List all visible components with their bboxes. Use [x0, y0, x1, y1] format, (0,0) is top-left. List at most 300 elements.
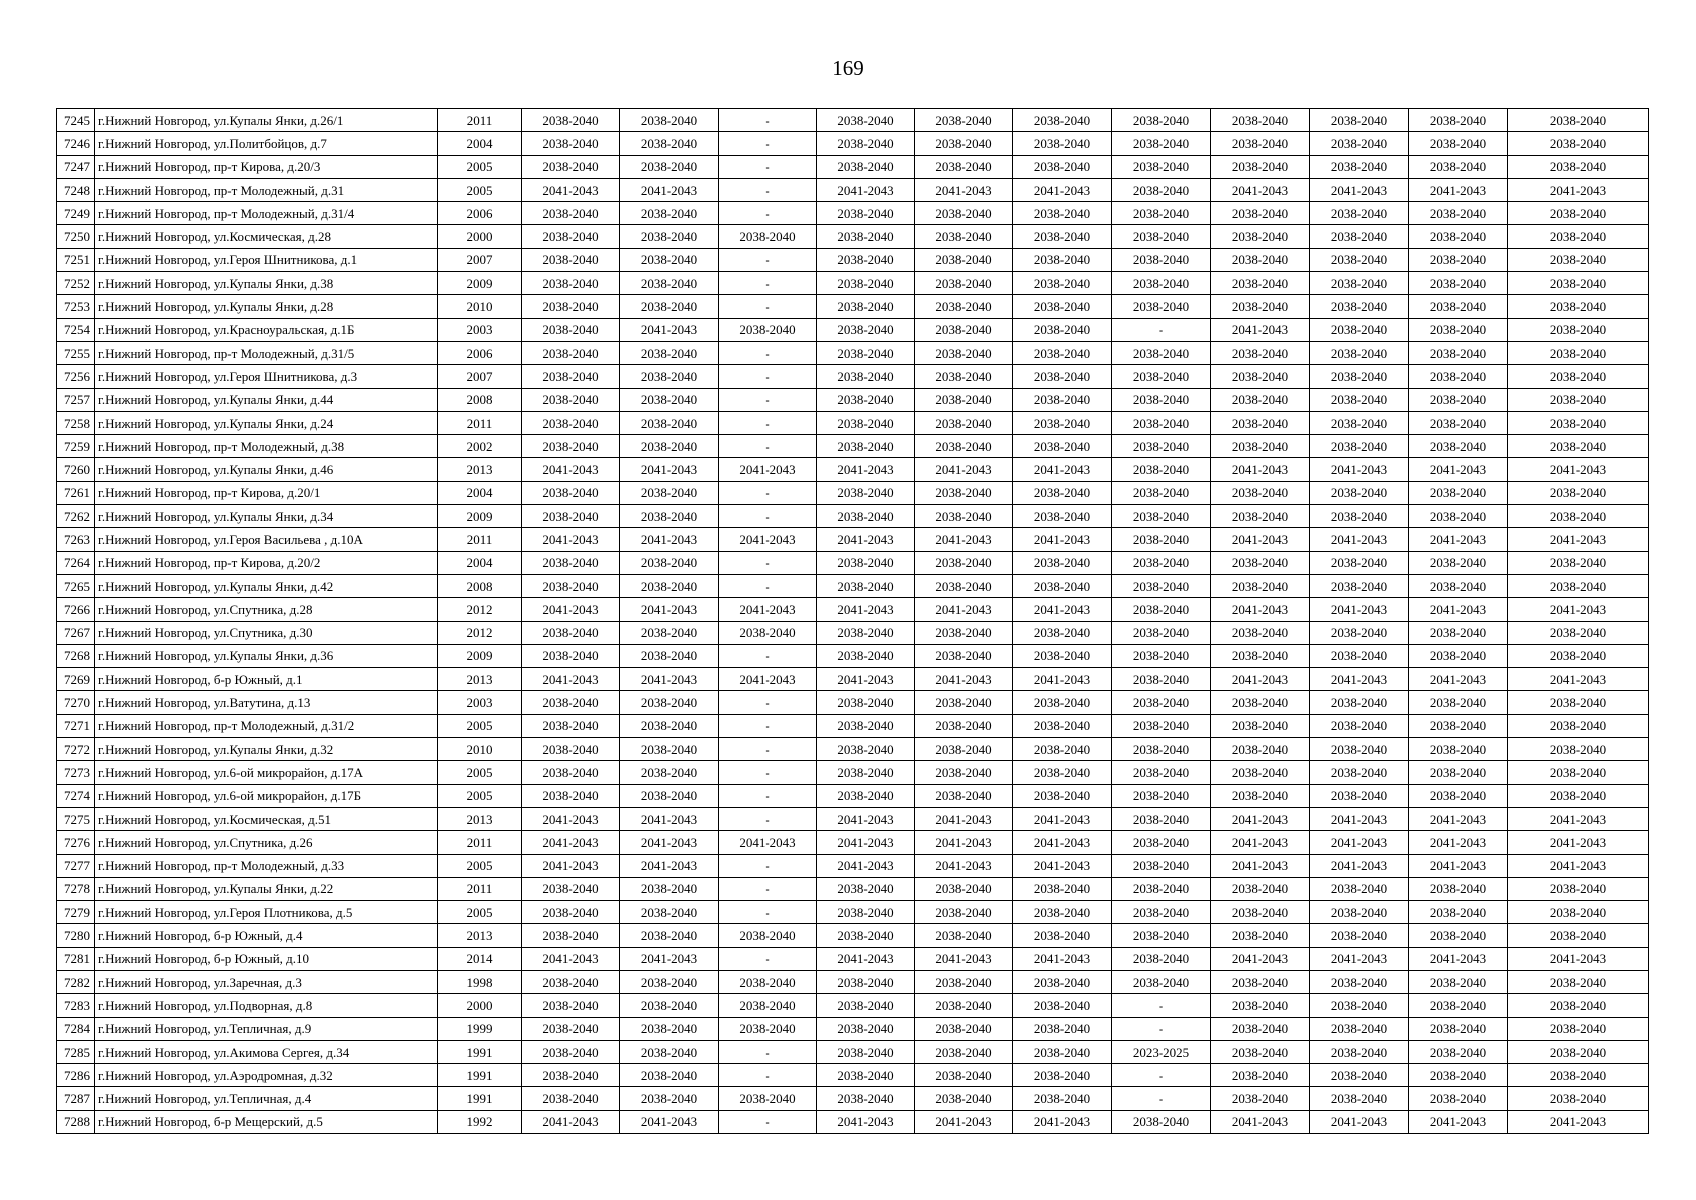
table-row — [57, 784, 1649, 807]
period-cell-6: 2038-2040 — [1013, 1040, 1112, 1063]
row-number-cell: 7275 — [57, 807, 95, 830]
period-cell-7: 2038-2040 — [1112, 947, 1211, 970]
address-cell: г.Нижний Новгород, ул.Ватутина, д.13 — [95, 691, 438, 714]
year-cell: 1998 — [438, 970, 522, 993]
period-cell-3: - — [719, 411, 817, 434]
period-cell-4: 2041-2043 — [817, 668, 915, 691]
period-cell-9: 2038-2040 — [1310, 272, 1409, 295]
table-row — [57, 970, 1649, 993]
period-cell-8: 2038-2040 — [1211, 994, 1310, 1017]
period-cell-1: 2038-2040 — [522, 318, 620, 341]
table-row — [57, 714, 1649, 737]
period-cell-3: 2038-2040 — [719, 621, 817, 644]
period-cell-1: 2038-2040 — [522, 784, 620, 807]
year-cell: 2000 — [438, 225, 522, 248]
period-cell-7: 2038-2040 — [1112, 621, 1211, 644]
row-number-cell: 7277 — [57, 854, 95, 877]
period-cell-7: 2038-2040 — [1112, 738, 1211, 761]
year-cell: 2011 — [438, 411, 522, 434]
table-row — [57, 365, 1649, 388]
address-cell: г.Нижний Новгород, б-р Южный, д.1 — [95, 668, 438, 691]
period-cell-1: 2038-2040 — [522, 691, 620, 714]
period-cell-4: 2038-2040 — [817, 341, 915, 364]
period-cell-2: 2038-2040 — [620, 691, 719, 714]
period-cell-5: 2038-2040 — [915, 155, 1013, 178]
period-cell-8: 2041-2043 — [1211, 178, 1310, 201]
period-cell-1: 2038-2040 — [522, 551, 620, 574]
period-cell-2: 2038-2040 — [620, 225, 719, 248]
row-number-cell: 7287 — [57, 1087, 95, 1110]
period-cell-6: 2041-2043 — [1013, 178, 1112, 201]
period-cell-4: 2041-2043 — [817, 598, 915, 621]
period-cell-7: 2038-2040 — [1112, 668, 1211, 691]
row-number-cell: 7261 — [57, 481, 95, 504]
period-cell-5: 2038-2040 — [915, 411, 1013, 434]
period-cell-5: 2038-2040 — [915, 551, 1013, 574]
table-row — [57, 877, 1649, 900]
period-cell-10: 2038-2040 — [1409, 225, 1508, 248]
period-cell-2: 2038-2040 — [620, 132, 719, 155]
period-cell-8: 2041-2043 — [1211, 598, 1310, 621]
period-cell-2: 2038-2040 — [620, 551, 719, 574]
row-number-cell: 7274 — [57, 784, 95, 807]
period-cell-8: 2041-2043 — [1211, 318, 1310, 341]
period-cell-3: - — [719, 854, 817, 877]
period-cell-9: 2038-2040 — [1310, 435, 1409, 458]
year-cell: 2005 — [438, 784, 522, 807]
period-cell-7: 2038-2040 — [1112, 551, 1211, 574]
year-cell: 2013 — [438, 807, 522, 830]
period-cell-10: 2038-2040 — [1409, 365, 1508, 388]
period-cell-3: - — [719, 807, 817, 830]
table-row — [57, 924, 1649, 947]
period-cell-6: 2038-2040 — [1013, 202, 1112, 225]
period-cell-5: 2041-2043 — [915, 854, 1013, 877]
period-cell-4: 2038-2040 — [817, 691, 915, 714]
period-cell-11: 2041-2043 — [1508, 598, 1649, 621]
period-cell-11: 2038-2040 — [1508, 877, 1649, 900]
period-cell-7: 2038-2040 — [1112, 202, 1211, 225]
period-cell-10: 2038-2040 — [1409, 109, 1508, 132]
period-cell-1: 2038-2040 — [522, 248, 620, 271]
period-cell-5: 2038-2040 — [915, 784, 1013, 807]
period-cell-8: 2041-2043 — [1211, 458, 1310, 481]
period-cell-6: 2038-2040 — [1013, 411, 1112, 434]
period-cell-11: 2038-2040 — [1508, 691, 1649, 714]
table-row — [57, 388, 1649, 411]
table-row — [57, 551, 1649, 574]
table-row — [57, 668, 1649, 691]
period-cell-10: 2038-2040 — [1409, 341, 1508, 364]
period-cell-4: 2038-2040 — [817, 388, 915, 411]
period-cell-2: 2038-2040 — [620, 784, 719, 807]
period-cell-3: - — [719, 901, 817, 924]
period-cell-2: 2041-2043 — [620, 598, 719, 621]
period-cell-8: 2038-2040 — [1211, 714, 1310, 737]
period-cell-9: 2038-2040 — [1310, 551, 1409, 574]
year-cell: 2009 — [438, 644, 522, 667]
period-cell-5: 2038-2040 — [915, 714, 1013, 737]
period-cell-8: 2041-2043 — [1211, 1110, 1310, 1133]
period-cell-11: 2038-2040 — [1508, 994, 1649, 1017]
period-cell-8: 2038-2040 — [1211, 1064, 1310, 1087]
period-cell-2: 2038-2040 — [620, 202, 719, 225]
row-number-cell: 7254 — [57, 318, 95, 341]
period-cell-10: 2038-2040 — [1409, 505, 1508, 528]
period-cell-11: 2038-2040 — [1508, 295, 1649, 318]
period-cell-11: 2038-2040 — [1508, 738, 1649, 761]
address-cell: г.Нижний Новгород, ул.Купалы Янки, д.28 — [95, 295, 438, 318]
period-cell-2: 2038-2040 — [620, 877, 719, 900]
year-cell: 2005 — [438, 761, 522, 784]
address-cell: г.Нижний Новгород, пр-т Кирова, д.20/3 — [95, 155, 438, 178]
period-cell-9: 2038-2040 — [1310, 574, 1409, 597]
table-row — [57, 528, 1649, 551]
period-cell-11: 2038-2040 — [1508, 435, 1649, 458]
year-cell: 2012 — [438, 621, 522, 644]
period-cell-6: 2038-2040 — [1013, 970, 1112, 993]
row-number-cell: 7259 — [57, 435, 95, 458]
period-cell-11: 2038-2040 — [1508, 714, 1649, 737]
period-cell-1: 2038-2040 — [522, 1087, 620, 1110]
period-cell-5: 2038-2040 — [915, 691, 1013, 714]
period-cell-4: 2038-2040 — [817, 132, 915, 155]
period-cell-1: 2038-2040 — [522, 761, 620, 784]
period-cell-2: 2041-2043 — [620, 528, 719, 551]
period-cell-3: - — [719, 505, 817, 528]
period-cell-7: 2038-2040 — [1112, 877, 1211, 900]
period-cell-3: 2038-2040 — [719, 994, 817, 1017]
address-cell: г.Нижний Новгород, ул.Купалы Янки, д.26/1 — [95, 109, 438, 132]
period-cell-9: 2038-2040 — [1310, 505, 1409, 528]
period-cell-8: 2038-2040 — [1211, 877, 1310, 900]
period-cell-3: 2038-2040 — [719, 318, 817, 341]
address-cell: г.Нижний Новгород, ул.Заречная, д.3 — [95, 970, 438, 993]
period-cell-9: 2038-2040 — [1310, 109, 1409, 132]
row-number-cell: 7258 — [57, 411, 95, 434]
period-cell-8: 2038-2040 — [1211, 738, 1310, 761]
period-cell-2: 2038-2040 — [620, 1064, 719, 1087]
period-cell-6: 2038-2040 — [1013, 435, 1112, 458]
period-cell-10: 2038-2040 — [1409, 691, 1508, 714]
period-cell-11: 2041-2043 — [1508, 1110, 1649, 1133]
address-cell: г.Нижний Новгород, ул.Космическая, д.28 — [95, 225, 438, 248]
year-cell: 2003 — [438, 318, 522, 341]
period-cell-4: 2041-2043 — [817, 854, 915, 877]
period-cell-1: 2038-2040 — [522, 109, 620, 132]
period-cell-4: 2038-2040 — [817, 155, 915, 178]
year-cell: 2012 — [438, 598, 522, 621]
year-cell: 2008 — [438, 388, 522, 411]
period-cell-8: 2038-2040 — [1211, 761, 1310, 784]
row-number-cell: 7284 — [57, 1017, 95, 1040]
period-cell-8: 2038-2040 — [1211, 225, 1310, 248]
period-cell-10: 2038-2040 — [1409, 202, 1508, 225]
year-cell: 2004 — [438, 132, 522, 155]
period-cell-11: 2041-2043 — [1508, 807, 1649, 830]
year-cell: 2010 — [438, 738, 522, 761]
table-row — [57, 947, 1649, 970]
period-cell-11: 2038-2040 — [1508, 761, 1649, 784]
period-cell-11: 2038-2040 — [1508, 1064, 1649, 1087]
period-cell-2: 2038-2040 — [620, 1017, 719, 1040]
period-cell-10: 2038-2040 — [1409, 970, 1508, 993]
period-cell-8: 2041-2043 — [1211, 854, 1310, 877]
period-cell-3: - — [719, 1040, 817, 1063]
row-number-cell: 7271 — [57, 714, 95, 737]
period-cell-9: 2038-2040 — [1310, 714, 1409, 737]
period-cell-8: 2038-2040 — [1211, 1017, 1310, 1040]
period-cell-11: 2038-2040 — [1508, 155, 1649, 178]
period-cell-6: 2041-2043 — [1013, 598, 1112, 621]
period-cell-2: 2041-2043 — [620, 1110, 719, 1133]
period-cell-6: 2038-2040 — [1013, 109, 1112, 132]
row-number-cell: 7273 — [57, 761, 95, 784]
period-cell-7: 2038-2040 — [1112, 248, 1211, 271]
year-cell: 2009 — [438, 272, 522, 295]
period-cell-7: 2038-2040 — [1112, 831, 1211, 854]
year-cell: 2006 — [438, 341, 522, 364]
period-cell-7: 2038-2040 — [1112, 481, 1211, 504]
period-cell-3: - — [719, 644, 817, 667]
period-cell-9: 2038-2040 — [1310, 225, 1409, 248]
period-cell-4: 2038-2040 — [817, 621, 915, 644]
year-cell: 2004 — [438, 551, 522, 574]
table-row — [57, 1110, 1649, 1133]
table-row — [57, 248, 1649, 271]
period-cell-2: 2038-2040 — [620, 738, 719, 761]
year-cell: 2004 — [438, 481, 522, 504]
period-cell-5: 2038-2040 — [915, 365, 1013, 388]
row-number-cell: 7269 — [57, 668, 95, 691]
row-number-cell: 7280 — [57, 924, 95, 947]
row-number-cell: 7262 — [57, 505, 95, 528]
period-cell-10: 2038-2040 — [1409, 481, 1508, 504]
table-row — [57, 644, 1649, 667]
period-cell-8: 2038-2040 — [1211, 388, 1310, 411]
row-number-cell: 7253 — [57, 295, 95, 318]
table-row — [57, 1017, 1649, 1040]
period-cell-2: 2038-2040 — [620, 901, 719, 924]
period-cell-6: 2038-2040 — [1013, 341, 1112, 364]
year-cell: 2005 — [438, 155, 522, 178]
period-cell-2: 2041-2043 — [620, 831, 719, 854]
period-cell-11: 2038-2040 — [1508, 1017, 1649, 1040]
address-cell: г.Нижний Новгород, ул.Купалы Янки, д.34 — [95, 505, 438, 528]
period-cell-3: - — [719, 341, 817, 364]
period-cell-10: 2038-2040 — [1409, 132, 1508, 155]
address-cell: г.Нижний Новгород, ул.Тепличная, д.9 — [95, 1017, 438, 1040]
table-row — [57, 738, 1649, 761]
period-cell-8: 2041-2043 — [1211, 528, 1310, 551]
period-cell-5: 2038-2040 — [915, 994, 1013, 1017]
period-cell-6: 2038-2040 — [1013, 248, 1112, 271]
period-cell-7: - — [1112, 1087, 1211, 1110]
period-cell-9: 2038-2040 — [1310, 481, 1409, 504]
period-cell-7: 2038-2040 — [1112, 109, 1211, 132]
period-cell-3: - — [719, 109, 817, 132]
period-cell-11: 2038-2040 — [1508, 784, 1649, 807]
period-cell-9: 2041-2043 — [1310, 458, 1409, 481]
table-row — [57, 435, 1649, 458]
period-cell-8: 2038-2040 — [1211, 1087, 1310, 1110]
period-cell-11: 2038-2040 — [1508, 341, 1649, 364]
address-cell: г.Нижний Новгород, ул.Тепличная, д.4 — [95, 1087, 438, 1110]
period-cell-11: 2038-2040 — [1508, 318, 1649, 341]
period-cell-9: 2041-2043 — [1310, 528, 1409, 551]
period-cell-2: 2038-2040 — [620, 644, 719, 667]
row-number-cell: 7272 — [57, 738, 95, 761]
year-cell: 2005 — [438, 854, 522, 877]
period-cell-11: 2038-2040 — [1508, 272, 1649, 295]
period-cell-5: 2038-2040 — [915, 248, 1013, 271]
period-cell-1: 2038-2040 — [522, 970, 620, 993]
period-cell-9: 2041-2043 — [1310, 668, 1409, 691]
period-cell-11: 2038-2040 — [1508, 551, 1649, 574]
row-number-cell: 7251 — [57, 248, 95, 271]
row-number-cell: 7256 — [57, 365, 95, 388]
period-cell-5: 2038-2040 — [915, 435, 1013, 458]
period-cell-5: 2038-2040 — [915, 505, 1013, 528]
period-cell-3: 2038-2040 — [719, 1017, 817, 1040]
table-row — [57, 1064, 1649, 1087]
period-cell-11: 2041-2043 — [1508, 458, 1649, 481]
period-cell-1: 2038-2040 — [522, 1064, 620, 1087]
period-cell-8: 2038-2040 — [1211, 644, 1310, 667]
year-cell: 2013 — [438, 458, 522, 481]
period-cell-11: 2038-2040 — [1508, 481, 1649, 504]
period-cell-6: 2041-2043 — [1013, 458, 1112, 481]
address-cell: г.Нижний Новгород, пр-т Молодежный, д.33 — [95, 854, 438, 877]
period-cell-11: 2038-2040 — [1508, 411, 1649, 434]
period-cell-4: 2041-2043 — [817, 528, 915, 551]
period-cell-3: - — [719, 877, 817, 900]
period-cell-2: 2038-2040 — [620, 411, 719, 434]
period-cell-5: 2038-2040 — [915, 761, 1013, 784]
period-cell-7: 2038-2040 — [1112, 598, 1211, 621]
address-cell: г.Нижний Новгород, ул.Героя Васильева , д.10А — [95, 528, 438, 551]
period-cell-1: 2038-2040 — [522, 738, 620, 761]
period-cell-6: 2038-2040 — [1013, 551, 1112, 574]
row-number-cell: 7245 — [57, 109, 95, 132]
address-cell: г.Нижний Новгород, ул.Купалы Янки, д.38 — [95, 272, 438, 295]
period-cell-3: 2041-2043 — [719, 831, 817, 854]
address-cell: г.Нижний Новгород, ул.Купалы Янки, д.46 — [95, 458, 438, 481]
table-row — [57, 574, 1649, 597]
period-cell-9: 2038-2040 — [1310, 248, 1409, 271]
period-cell-6: 2038-2040 — [1013, 621, 1112, 644]
table-row — [57, 341, 1649, 364]
period-cell-9: 2038-2040 — [1310, 691, 1409, 714]
period-cell-2: 2038-2040 — [620, 574, 719, 597]
row-number-cell: 7255 — [57, 341, 95, 364]
address-cell: г.Нижний Новгород, б-р Южный, д.4 — [95, 924, 438, 947]
period-cell-9: 2038-2040 — [1310, 901, 1409, 924]
period-cell-9: 2038-2040 — [1310, 1087, 1409, 1110]
period-cell-10: 2038-2040 — [1409, 272, 1508, 295]
address-cell: г.Нижний Новгород, ул.Красноуральская, д.1Б — [95, 318, 438, 341]
period-cell-3: 2041-2043 — [719, 458, 817, 481]
period-cell-8: 2038-2040 — [1211, 481, 1310, 504]
period-cell-4: 2038-2040 — [817, 295, 915, 318]
period-cell-2: 2041-2043 — [620, 178, 719, 201]
period-cell-1: 2041-2043 — [522, 528, 620, 551]
period-cell-9: 2041-2043 — [1310, 854, 1409, 877]
period-cell-3: - — [719, 574, 817, 597]
row-number-cell: 7276 — [57, 831, 95, 854]
period-cell-2: 2038-2040 — [620, 435, 719, 458]
period-cell-4: 2038-2040 — [817, 318, 915, 341]
period-cell-10: 2038-2040 — [1409, 714, 1508, 737]
table-row — [57, 481, 1649, 504]
period-cell-7: 2038-2040 — [1112, 341, 1211, 364]
period-cell-10: 2038-2040 — [1409, 318, 1508, 341]
period-cell-10: 2038-2040 — [1409, 994, 1508, 1017]
period-cell-9: 2038-2040 — [1310, 341, 1409, 364]
period-cell-11: 2041-2043 — [1508, 831, 1649, 854]
period-cell-10: 2038-2040 — [1409, 411, 1508, 434]
period-cell-6: 2038-2040 — [1013, 225, 1112, 248]
period-cell-7: 2038-2040 — [1112, 807, 1211, 830]
period-cell-11: 2038-2040 — [1508, 901, 1649, 924]
period-cell-3: - — [719, 202, 817, 225]
period-cell-7: 2038-2040 — [1112, 132, 1211, 155]
period-cell-7: 2038-2040 — [1112, 411, 1211, 434]
period-cell-3: - — [719, 272, 817, 295]
row-number-cell: 7250 — [57, 225, 95, 248]
period-cell-5: 2038-2040 — [915, 924, 1013, 947]
period-cell-7: 2038-2040 — [1112, 970, 1211, 993]
data-table — [56, 108, 1649, 1134]
table-row — [57, 202, 1649, 225]
period-cell-3: 2038-2040 — [719, 1087, 817, 1110]
period-cell-8: 2038-2040 — [1211, 132, 1310, 155]
period-cell-3: - — [719, 481, 817, 504]
period-cell-9: 2038-2040 — [1310, 877, 1409, 900]
period-cell-1: 2041-2043 — [522, 178, 620, 201]
period-cell-10: 2041-2043 — [1409, 178, 1508, 201]
period-cell-5: 2041-2043 — [915, 528, 1013, 551]
period-cell-6: 2038-2040 — [1013, 132, 1112, 155]
period-cell-10: 2038-2040 — [1409, 877, 1508, 900]
period-cell-8: 2038-2040 — [1211, 621, 1310, 644]
row-number-cell: 7279 — [57, 901, 95, 924]
period-cell-2: 2038-2040 — [620, 365, 719, 388]
period-cell-1: 2038-2040 — [522, 901, 620, 924]
period-cell-10: 2038-2040 — [1409, 1040, 1508, 1063]
table-row — [57, 598, 1649, 621]
period-cell-9: 2038-2040 — [1310, 132, 1409, 155]
period-cell-5: 2038-2040 — [915, 1040, 1013, 1063]
period-cell-9: 2038-2040 — [1310, 365, 1409, 388]
address-cell: г.Нижний Новгород, ул.Героя Плотникова, д.5 — [95, 901, 438, 924]
period-cell-11: 2038-2040 — [1508, 1040, 1649, 1063]
period-cell-6: 2038-2040 — [1013, 644, 1112, 667]
period-cell-8: 2038-2040 — [1211, 365, 1310, 388]
period-cell-9: 2038-2040 — [1310, 970, 1409, 993]
period-cell-1: 2038-2040 — [522, 132, 620, 155]
period-cell-5: 2041-2043 — [915, 668, 1013, 691]
period-cell-5: 2038-2040 — [915, 1017, 1013, 1040]
row-number-cell: 7281 — [57, 947, 95, 970]
address-cell: г.Нижний Новгород, ул.Купалы Янки, д.24 — [95, 411, 438, 434]
period-cell-10: 2038-2040 — [1409, 1087, 1508, 1110]
period-cell-5: 2038-2040 — [915, 481, 1013, 504]
period-cell-10: 2038-2040 — [1409, 155, 1508, 178]
table-row — [57, 1040, 1649, 1063]
period-cell-4: 2038-2040 — [817, 714, 915, 737]
period-cell-11: 2041-2043 — [1508, 528, 1649, 551]
